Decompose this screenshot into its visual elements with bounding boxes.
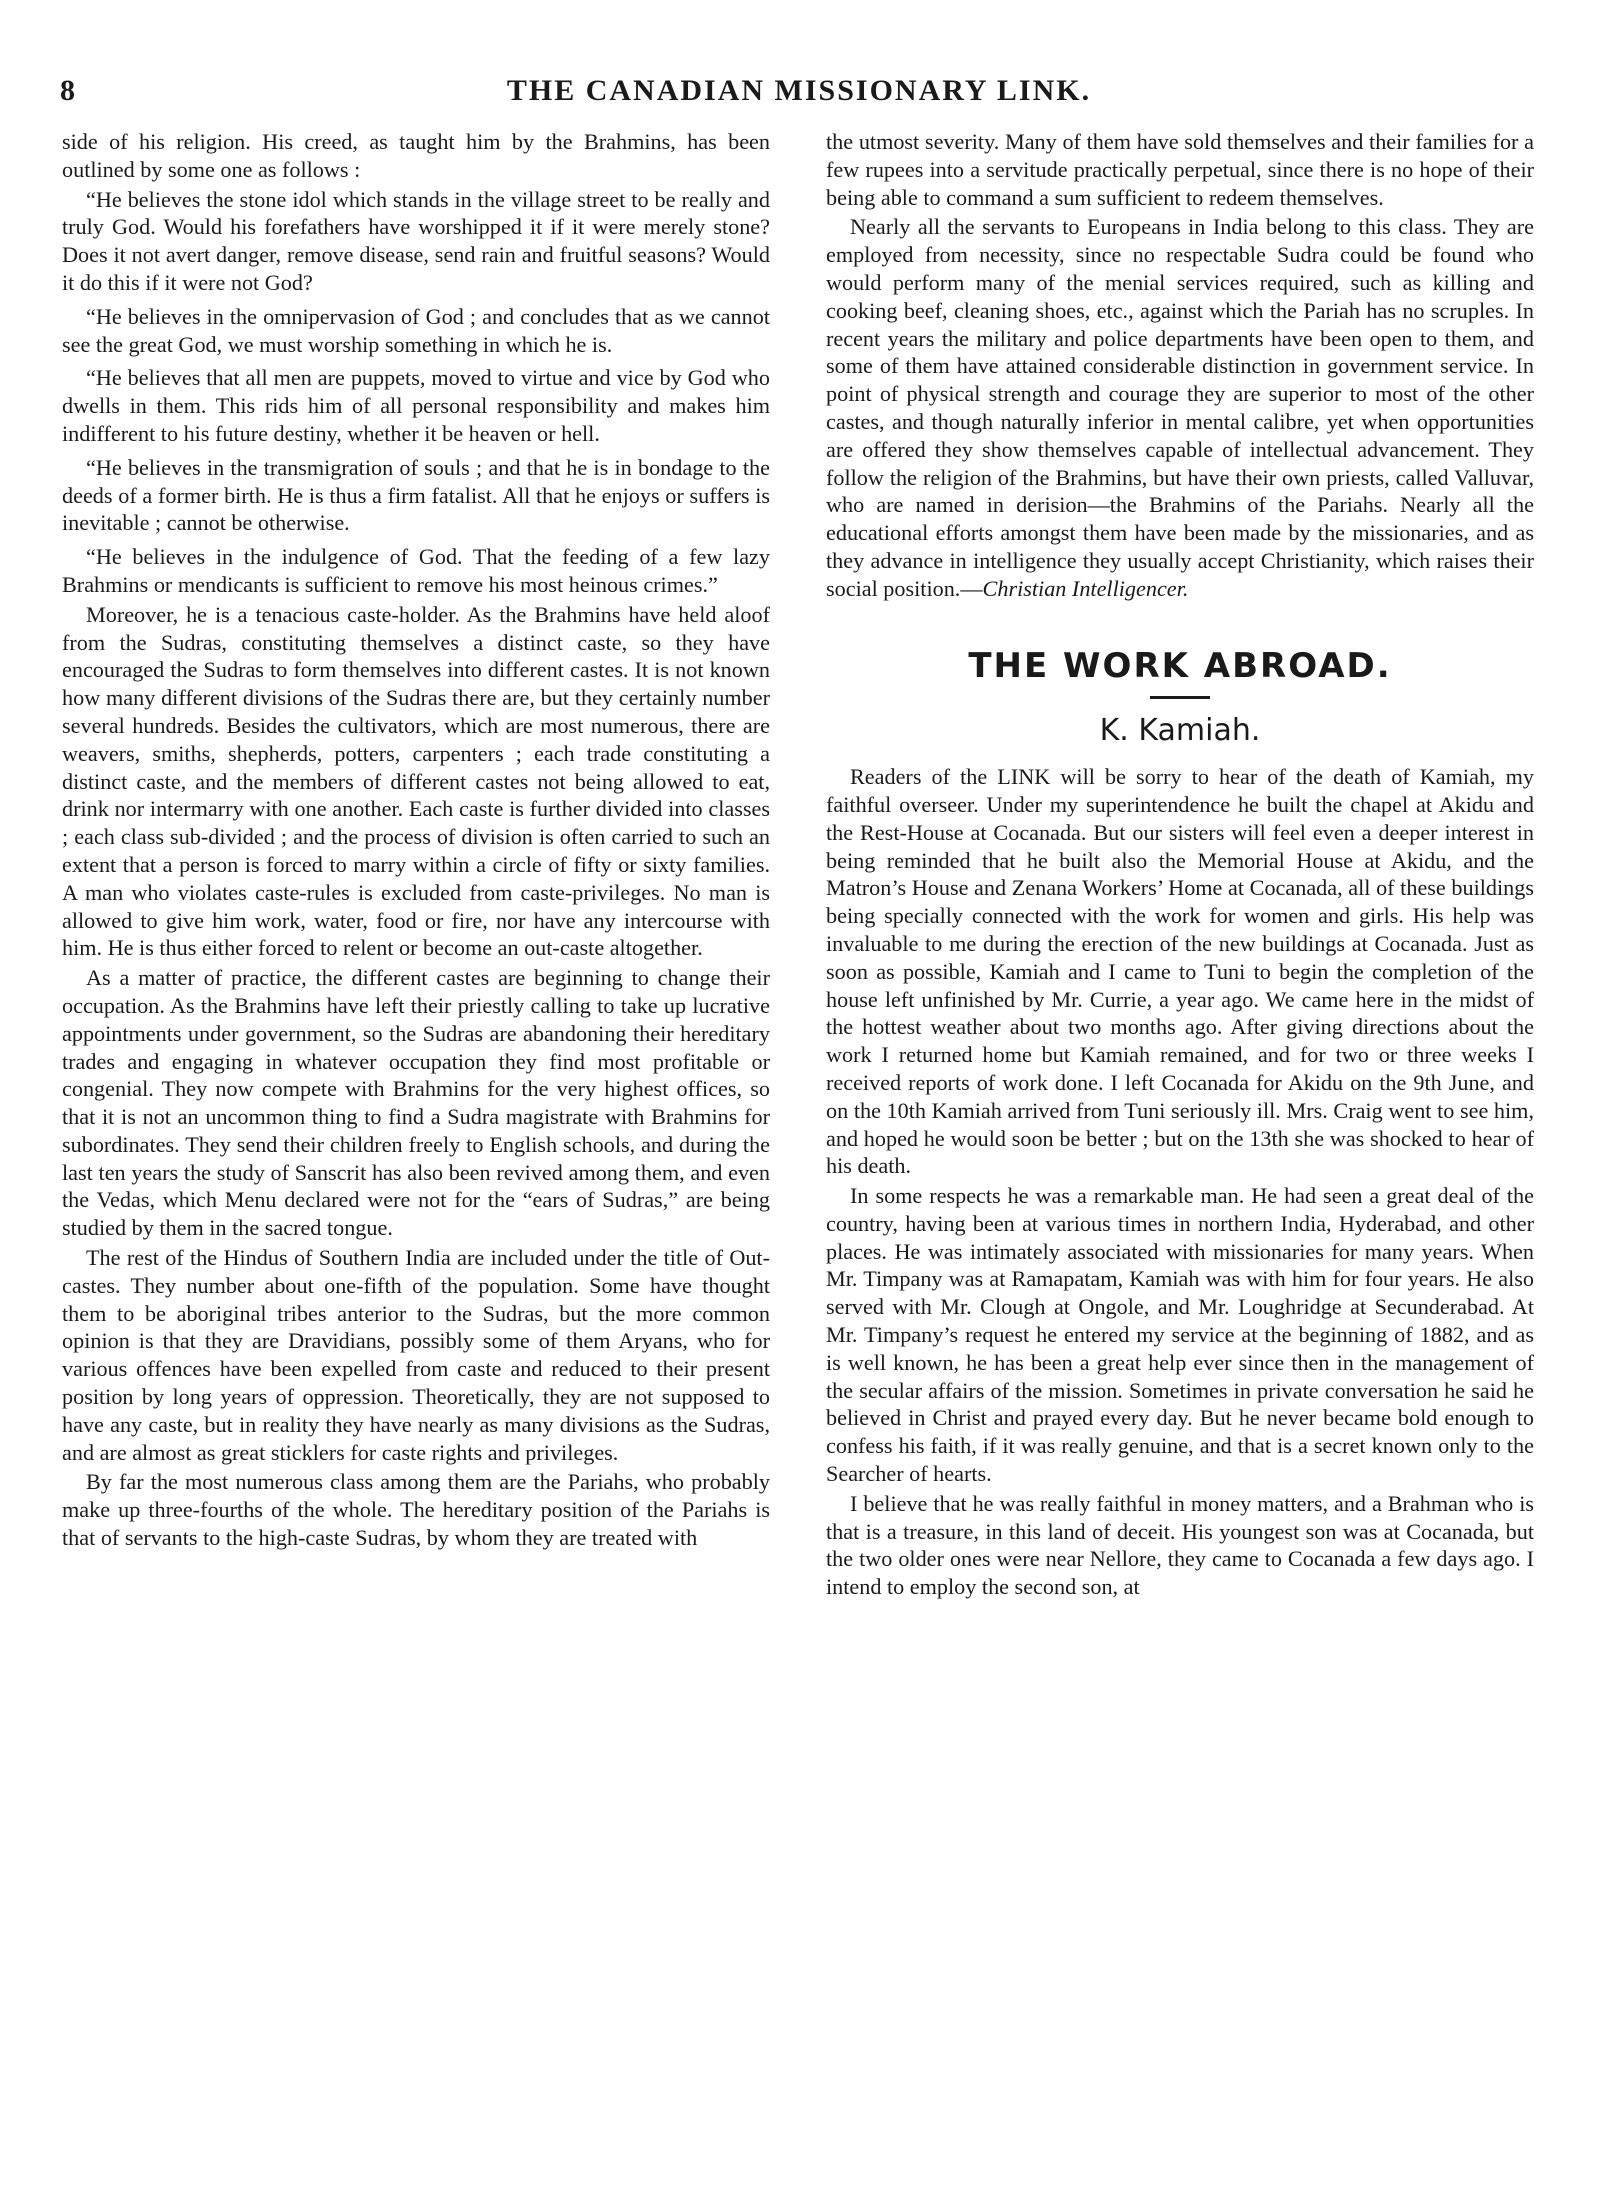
article-heading: K. Kamiah. (1099, 713, 1261, 749)
running-head (40, 70, 1558, 120)
right-column (826, 128, 1534, 1603)
paragraph-text: Nearly all the servants to Europeans in India belong to this class. They are employed from necessity, since no respectable Sudra could be found who would perform many of the menial services required, such as killing and cooking beef, cleaning shoes, etc., against which the Pariah has no scruples. In recent years the military and police departments have been open to them, and some of them have attained considerable distinction in government service. In point of physical strength and courage they are superior to most of the other castes, and though naturally inferior in mental calibre, yet when opportunities are offered they show themselves capable of intellectual advancement. They follow the religion of the Brahmins, but have their own priests, called Valluvar, who are named in derision—the Brahmins of the Pariahs. Nearly all the educational efforts amongst them have been made by the missionaries, and as they advance in intelligence they usually accept Christianity, which raises their social position.— (826, 214, 1534, 601)
paragraph: side of his religion. His creed, as taught him by the Brahmins, has been outlined by some one as follows : (62, 129, 770, 182)
section-heading: THE WORK ABROAD. (968, 645, 1392, 686)
paragraph: the utmost severity. Many of them have sold themselves and their families for a few rupees into a servitude practically perpetual, since there is no hope of their being able to command a sum sufficient to redeem themselves. (826, 129, 1534, 210)
paragraph: Moreover, he is a tenacious caste-holder. As the Brahmins have held aloof from the Sudras, constituting themselves a distinct caste, so they have encouraged the Sudras to form themselves into different castes. It is not known how many different divisions of the Sudras there are, but they certainly number several hundreds. Besides the cultivators, which are most numerous, there are weavers, smiths, shepherds, potters, carpenters ; each trade constituting a distinct caste, and the members of different castes not being allowed to eat, drink nor intermarry with one another. Each caste is further divided into classes ; each class sub-divided ; and the process of division is often carried to such an extent that a person is forced to marry within a circle of fifty or sixty families. A man who violates caste-rules is excluded from caste-privileges. No man is allowed to give him work, water, food or fire, nor have any intercourse with him. He is thus either forced to relent or become an out-caste altogether. (62, 601, 770, 961)
quote-paragraph: “He believes in the transmigration of souls ; and that he is in bondage to the deeds of a former birth. He is thus a firm fatalist. All that he enjoys or suffers is inevitable ; cannot be otherwise. (62, 454, 770, 536)
quote-paragraph: “He believes the stone idol which stands in the village street to be really and truly God. Would his forefathers have worshipped it if it were merely stone? Does it not avert danger, remove disease, send rain and fruitful seasons? Would it do this if it were not God? (62, 186, 770, 295)
paragraph: In some respects he was a remarkable man. He had seen a great deal of the country, having been at various times in northern India, Hyderabad, and other places. He was intimately associated with missionaries for many years. When Mr. Timpany was at Ramapatam, Kamiah was with him for four years. He also served with Mr. Clough at Ongole, and Mr. Loughridge at Secunderabad. At Mr. Timpany’s request he entered my service at the beginning of 1882, and as is well known, he has been a great help ever since then in the management of the secular affairs of the mission. Sometimes in private conversation he said he believed in Christ and prayed every day. But he never became bold enough to confess his faith, if it was really genuine, and that is a secret known only to the Searcher of hearts. (826, 1183, 1534, 1487)
source-credit: Christian Intelligencer. (982, 575, 1189, 601)
quote-paragraph: “He believes in the indulgence of God. That the feeding of a few lazy Brahmins or mendicants is sufficient to remove his most heinous crimes.” (62, 544, 770, 597)
journal-title: THE CANADIAN MISSIONARY LINK. (506, 74, 1092, 107)
paragraph: The rest of the Hindus of Southern India are included under the title of Out-castes. They number about one-fifth of the population. Some have thought them to be aboriginal tribes anterior to the Sudras, but the more common opinion is that they are Dravidians, possibly some of them Aryans, who for various offences have been expelled from caste and reduced to their present position by long years of oppression. Theoretically, they are not supposed to have any caste, but in reality they have nearly as many divisions as the Sudras, and are almost as great sticklers for caste rights and privileges. (62, 1245, 770, 1465)
paragraph: As a matter of practice, the different castes are beginning to change their occupation. As the Brahmins have left their priestly calling to take up lucrative appointments under government, so the Sudras are abandoning their hereditary trades and engaging in whatever occupation they find most profitable or congenial. They now compete with Brahmins for the very highest offices, so that it is not an uncommon thing to find a Sudra magistrate with Brahmins for subordinates. They send their children freely to English schools, and during the last ten years the study of Sanscrit has also been revived among them, and even the Vedas, which Menu declared were not for the “ears of Sudras,” are being studied by them in the sacred tongue. (62, 965, 770, 1241)
page-number: 8 (60, 74, 75, 107)
quote-paragraph: “He believes in the omnipervasion of God ; and concludes that as we cannot see the great God, we must worship something in which he is. (62, 303, 770, 357)
quote-paragraph: “He believes that all men are puppets, moved to virtue and vice by God who dwells in them. This rids him of all personal responsibility and makes him indifferent to his future destiny, whether it be heaven or hell. (62, 365, 770, 446)
paragraph: I believe that he was really faithful in money matters, and a Brahman who is that is a treasure, in this land of deceit. His youngest son was at Cocanada, but the two older ones were near Nellore, they came to Cocanada a few days ago. I intend to employ the second son, at (826, 1490, 1534, 1600)
left-column (62, 128, 770, 1554)
paragraph: Readers of the LINK will be sorry to hear of the death of Kamiah, my faithful overseer. Under my superintendence he built the chapel at Akidu and the Rest-House at Cocanada. But our sisters will feel even a deeper interest in being reminded that he built also the Memorial House at Akidu, and the Matron’s House and Zenana Workers’ Home at Cocanada, all of these buildings being specially connected with the work for women and girls. His help was invaluable to me during the erection of the new buildings at Cocanada. Just as soon as possible, Kamiah and I came to Tuni to begin the completion of the house left unfinished by Mr. Currie, a year ago. We came here in the midst of the hottest weather about two months ago. After giving directions about the work I returned home but Kamiah remained, and for two or three weeks I received reports of work done. I left Cocanada for Akidu on the 9th June, and on the 10th Kamiah arrived from Tuni seriously ill. Mrs. Craig went to see him, and hoped he would soon be better ; but on the 13th she was shocked to hear of his death. (826, 764, 1534, 1179)
heading-divider (1150, 696, 1210, 699)
paragraph: By far the most numerous class among them are the Pariahs, who probably make up three-fourths of the whole. The hereditary position of the Pariahs is that of servants to the high-caste Sudras, by whom they are treated with (62, 1469, 770, 1551)
paragraph (826, 213, 1534, 602)
